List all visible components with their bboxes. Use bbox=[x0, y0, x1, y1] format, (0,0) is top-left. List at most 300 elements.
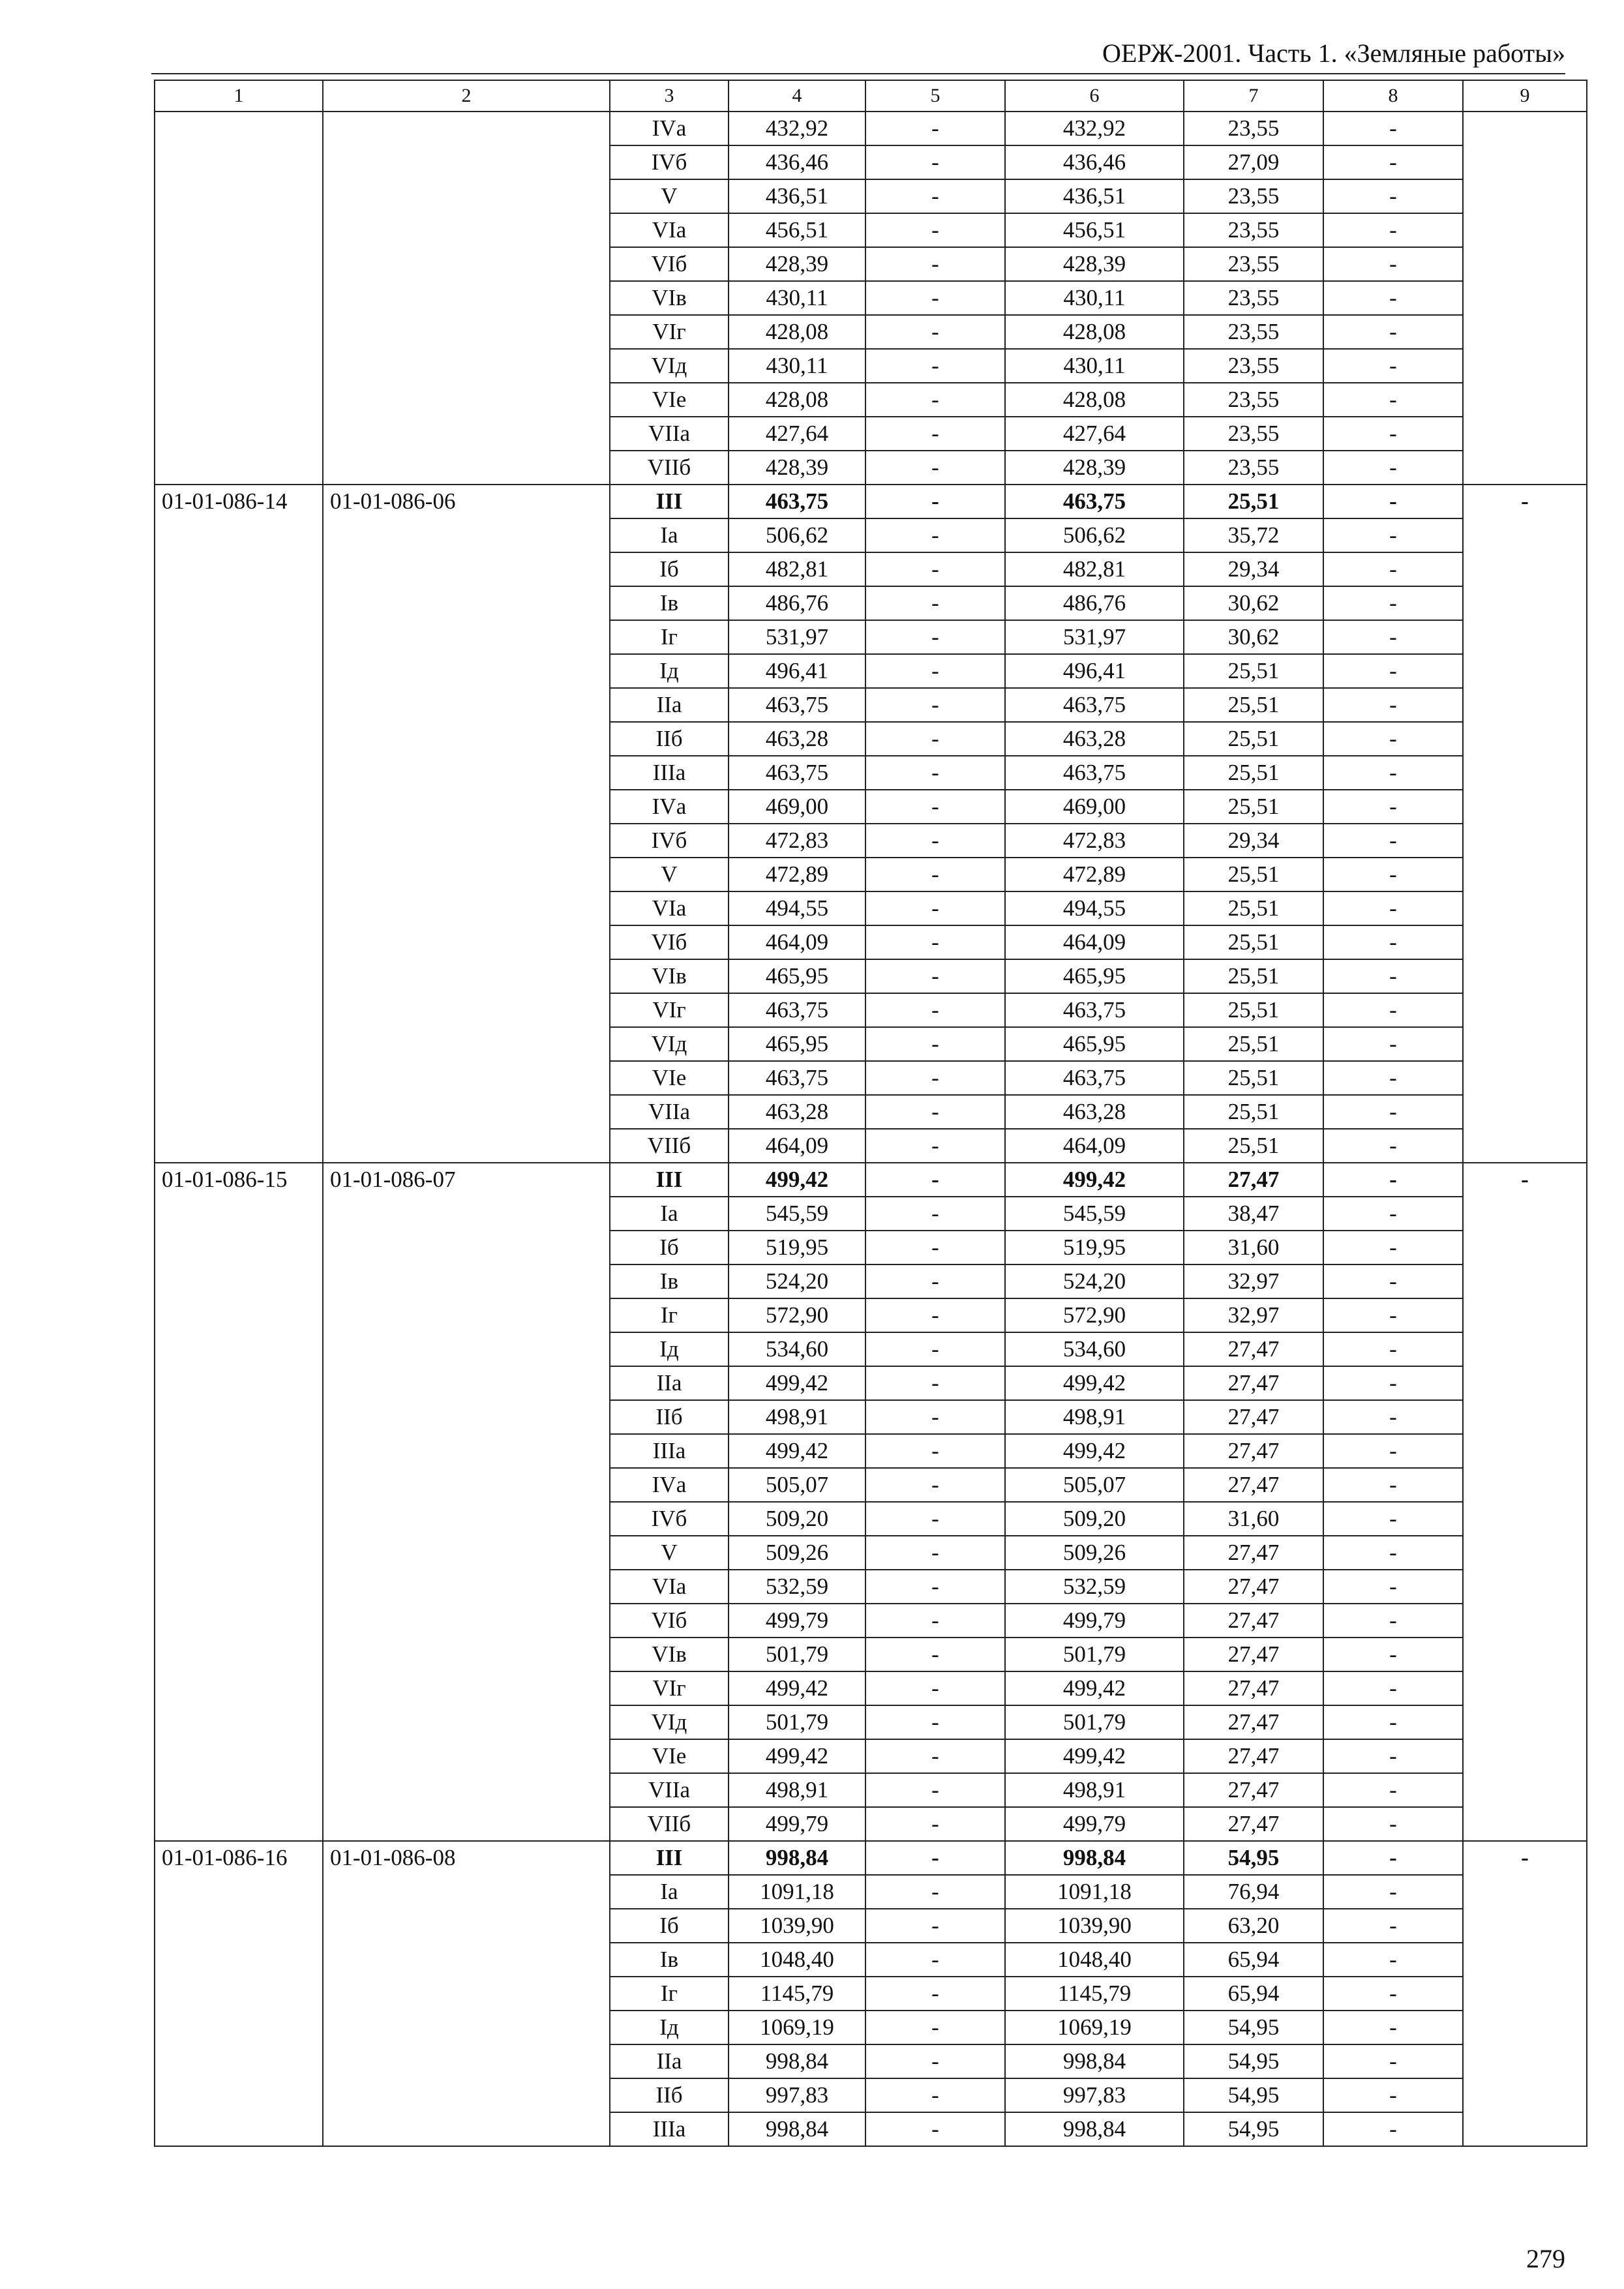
wage-cost-cell: 509,26 bbox=[1005, 1536, 1184, 1570]
direct-cost-cell: 531,97 bbox=[729, 620, 865, 654]
soil-group-cell: IIIа bbox=[610, 2112, 729, 2146]
material-cost-cell: - bbox=[1323, 112, 1463, 145]
direct-cost-cell: 464,09 bbox=[729, 925, 865, 959]
column-9-cell: - bbox=[1463, 485, 1587, 1163]
material-cost-cell: - bbox=[1323, 620, 1463, 654]
labor-cost-cell: 23,55 bbox=[1184, 315, 1323, 349]
soil-group-cell: VIг bbox=[610, 1671, 729, 1705]
machine-cost-cell: - bbox=[865, 281, 1005, 315]
labor-cost-cell: 29,34 bbox=[1184, 552, 1323, 586]
direct-cost-cell: 505,07 bbox=[729, 1468, 865, 1502]
direct-cost-cell: 501,79 bbox=[729, 1705, 865, 1739]
labor-cost-cell: 32,97 bbox=[1184, 1264, 1323, 1298]
table-row bbox=[155, 1163, 1587, 1197]
material-cost-cell: - bbox=[1323, 2112, 1463, 2146]
direct-cost-cell: 436,46 bbox=[729, 145, 865, 179]
labor-cost-cell: 25,51 bbox=[1184, 722, 1323, 756]
labor-cost-cell: 27,47 bbox=[1184, 1671, 1323, 1705]
machine-cost-cell: - bbox=[865, 925, 1005, 959]
soil-group-cell: Iд bbox=[610, 2011, 729, 2044]
wage-cost-cell: 997,83 bbox=[1005, 2078, 1184, 2112]
material-cost-cell: - bbox=[1323, 451, 1463, 485]
wage-cost-cell: 463,75 bbox=[1005, 756, 1184, 790]
soil-group-cell: VIе bbox=[610, 383, 729, 417]
material-cost-cell: - bbox=[1323, 993, 1463, 1027]
material-cost-cell: - bbox=[1323, 247, 1463, 281]
machine-cost-cell: - bbox=[865, 1671, 1005, 1705]
soil-group-cell: VIIа bbox=[610, 1773, 729, 1807]
soil-group-cell: VIа bbox=[610, 213, 729, 247]
machine-cost-cell: - bbox=[865, 213, 1005, 247]
material-cost-cell: - bbox=[1323, 485, 1463, 518]
material-cost-cell: - bbox=[1323, 349, 1463, 383]
soil-group-cell: Iв bbox=[610, 586, 729, 620]
soil-group-cell: IIб bbox=[610, 722, 729, 756]
wage-cost-cell: 498,91 bbox=[1005, 1773, 1184, 1807]
labor-cost-cell: 27,47 bbox=[1184, 1468, 1323, 1502]
soil-group-cell: Iа bbox=[610, 518, 729, 552]
labor-cost-cell: 25,51 bbox=[1184, 654, 1323, 688]
direct-cost-cell: 428,08 bbox=[729, 315, 865, 349]
direct-cost-cell: 509,20 bbox=[729, 1502, 865, 1536]
labor-cost-cell: 25,51 bbox=[1184, 485, 1323, 518]
material-cost-cell: - bbox=[1323, 383, 1463, 417]
soil-group-cell: IIб bbox=[610, 1400, 729, 1434]
header-rule bbox=[151, 73, 1565, 74]
wage-cost-cell: 499,79 bbox=[1005, 1604, 1184, 1638]
labor-cost-cell: 23,55 bbox=[1184, 349, 1323, 383]
labor-cost-cell: 31,60 bbox=[1184, 1231, 1323, 1264]
direct-cost-cell: 997,83 bbox=[729, 2078, 865, 2112]
soil-group-cell: Iд bbox=[610, 1332, 729, 1366]
machine-cost-cell: - bbox=[865, 1502, 1005, 1536]
labor-cost-cell: 27,47 bbox=[1184, 1604, 1323, 1638]
labor-cost-cell: 31,60 bbox=[1184, 1502, 1323, 1536]
machine-cost-cell: - bbox=[865, 1400, 1005, 1434]
labor-cost-cell: 27,47 bbox=[1184, 1638, 1323, 1671]
wage-cost-cell: 499,42 bbox=[1005, 1163, 1184, 1197]
soil-group-cell: IVа bbox=[610, 790, 729, 824]
machine-cost-cell: - bbox=[865, 1231, 1005, 1264]
machine-cost-cell: - bbox=[865, 518, 1005, 552]
soil-group-cell: IVб bbox=[610, 1502, 729, 1536]
wage-cost-cell: 464,09 bbox=[1005, 925, 1184, 959]
machine-cost-cell: - bbox=[865, 1773, 1005, 1807]
direct-cost-cell: 1091,18 bbox=[729, 1875, 865, 1909]
material-cost-cell: - bbox=[1323, 145, 1463, 179]
soil-group-cell: Iг bbox=[610, 620, 729, 654]
machine-cost-cell: - bbox=[865, 2011, 1005, 2044]
wage-cost-cell: 531,97 bbox=[1005, 620, 1184, 654]
machine-cost-cell: - bbox=[865, 315, 1005, 349]
material-cost-cell: - bbox=[1323, 959, 1463, 993]
material-cost-cell: - bbox=[1323, 1536, 1463, 1570]
labor-cost-cell: 27,47 bbox=[1184, 1773, 1323, 1807]
wage-cost-cell: 465,95 bbox=[1005, 959, 1184, 993]
wage-cost-cell: 456,51 bbox=[1005, 213, 1184, 247]
machine-cost-cell: - bbox=[865, 1332, 1005, 1366]
labor-cost-cell: 23,55 bbox=[1184, 383, 1323, 417]
direct-cost-cell: 499,79 bbox=[729, 1604, 865, 1638]
machine-cost-cell: - bbox=[865, 1163, 1005, 1197]
material-cost-cell: - bbox=[1323, 1163, 1463, 1197]
labor-cost-cell: 25,51 bbox=[1184, 993, 1323, 1027]
material-cost-cell: - bbox=[1323, 1264, 1463, 1298]
soil-group-cell: IVб bbox=[610, 145, 729, 179]
labor-cost-cell: 38,47 bbox=[1184, 1197, 1323, 1231]
material-cost-cell: - bbox=[1323, 756, 1463, 790]
labor-cost-cell: 25,51 bbox=[1184, 1027, 1323, 1061]
direct-cost-cell: 499,79 bbox=[729, 1807, 865, 1841]
direct-cost-cell: 472,89 bbox=[729, 858, 865, 891]
material-cost-cell: - bbox=[1323, 281, 1463, 315]
wage-cost-cell: 1091,18 bbox=[1005, 1875, 1184, 1909]
soil-group-cell: IIб bbox=[610, 2078, 729, 2112]
direct-cost-cell: 430,11 bbox=[729, 349, 865, 383]
labor-cost-cell: 27,47 bbox=[1184, 1332, 1323, 1366]
machine-cost-cell: - bbox=[865, 2112, 1005, 2146]
material-cost-cell: - bbox=[1323, 654, 1463, 688]
wage-cost-cell: 430,11 bbox=[1005, 281, 1184, 315]
direct-cost-cell: 464,09 bbox=[729, 1129, 865, 1163]
column-number-cell: 6 bbox=[1005, 80, 1184, 112]
labor-cost-cell: 25,51 bbox=[1184, 688, 1323, 722]
material-cost-cell: - bbox=[1323, 213, 1463, 247]
direct-cost-cell: 463,75 bbox=[729, 993, 865, 1027]
machine-cost-cell: - bbox=[865, 417, 1005, 451]
material-cost-cell: - bbox=[1323, 1739, 1463, 1773]
labor-cost-cell: 54,95 bbox=[1184, 2112, 1323, 2146]
material-cost-cell: - bbox=[1323, 858, 1463, 891]
soil-group-cell: VIб bbox=[610, 925, 729, 959]
machine-cost-cell: - bbox=[865, 179, 1005, 213]
wage-cost-cell: 998,84 bbox=[1005, 2112, 1184, 2146]
wage-cost-cell: 532,59 bbox=[1005, 1570, 1184, 1604]
direct-cost-cell: 499,42 bbox=[729, 1366, 865, 1400]
wage-cost-cell: 499,42 bbox=[1005, 1434, 1184, 1468]
soil-group-cell: VIе bbox=[610, 1739, 729, 1773]
wage-cost-cell: 499,42 bbox=[1005, 1671, 1184, 1705]
machine-cost-cell: - bbox=[865, 145, 1005, 179]
soil-group-cell: VIIб bbox=[610, 1129, 729, 1163]
reference-code-cell: 01-01-086-07 bbox=[323, 1163, 610, 1841]
wage-cost-cell: 463,75 bbox=[1005, 485, 1184, 518]
machine-cost-cell: - bbox=[865, 756, 1005, 790]
soil-group-cell: VIе bbox=[610, 1061, 729, 1095]
material-cost-cell: - bbox=[1323, 179, 1463, 213]
labor-cost-cell: 27,47 bbox=[1184, 1536, 1323, 1570]
price-table bbox=[154, 80, 1587, 2147]
direct-cost-cell: 998,84 bbox=[729, 2112, 865, 2146]
wage-cost-cell: 572,90 bbox=[1005, 1298, 1184, 1332]
wage-cost-cell: 472,89 bbox=[1005, 858, 1184, 891]
direct-cost-cell: 463,28 bbox=[729, 1095, 865, 1129]
soil-group-cell: Iв bbox=[610, 1943, 729, 1977]
soil-group-cell: Iб bbox=[610, 1909, 729, 1943]
direct-cost-cell: 456,51 bbox=[729, 213, 865, 247]
page-header-title: ОЕРЖ-2001. Часть 1. «Земляные работы» bbox=[1102, 38, 1565, 68]
soil-group-cell: VIд bbox=[610, 1705, 729, 1739]
material-cost-cell: - bbox=[1323, 1061, 1463, 1095]
reference-code-cell bbox=[323, 112, 610, 485]
material-cost-cell: - bbox=[1323, 2011, 1463, 2044]
column-number-cell: 9 bbox=[1463, 80, 1587, 112]
soil-group-cell: VIв bbox=[610, 281, 729, 315]
machine-cost-cell: - bbox=[865, 1807, 1005, 1841]
wage-cost-cell: 545,59 bbox=[1005, 1197, 1184, 1231]
direct-cost-cell: 498,91 bbox=[729, 1773, 865, 1807]
soil-group-cell: VIв bbox=[610, 959, 729, 993]
labor-cost-cell: 54,95 bbox=[1184, 1841, 1323, 1875]
machine-cost-cell: - bbox=[865, 858, 1005, 891]
direct-cost-cell: 509,26 bbox=[729, 1536, 865, 1570]
soil-group-cell: Iг bbox=[610, 1298, 729, 1332]
direct-cost-cell: 472,83 bbox=[729, 824, 865, 858]
wage-cost-cell: 496,41 bbox=[1005, 654, 1184, 688]
direct-cost-cell: 482,81 bbox=[729, 552, 865, 586]
machine-cost-cell: - bbox=[865, 1604, 1005, 1638]
material-cost-cell: - bbox=[1323, 1841, 1463, 1875]
soil-group-cell: Iа bbox=[610, 1197, 729, 1231]
labor-cost-cell: 27,09 bbox=[1184, 145, 1323, 179]
labor-cost-cell: 63,20 bbox=[1184, 1909, 1323, 1943]
direct-cost-cell: 469,00 bbox=[729, 790, 865, 824]
machine-cost-cell: - bbox=[865, 1129, 1005, 1163]
wage-cost-cell: 486,76 bbox=[1005, 586, 1184, 620]
machine-cost-cell: - bbox=[865, 383, 1005, 417]
direct-cost-cell: 428,39 bbox=[729, 247, 865, 281]
page-number: 279 bbox=[1526, 2244, 1565, 2273]
soil-group-cell: Iа bbox=[610, 1875, 729, 1909]
machine-cost-cell: - bbox=[865, 824, 1005, 858]
wage-cost-cell: 427,64 bbox=[1005, 417, 1184, 451]
direct-cost-cell: 463,75 bbox=[729, 756, 865, 790]
soil-group-cell: VIб bbox=[610, 1604, 729, 1638]
machine-cost-cell: - bbox=[865, 586, 1005, 620]
material-cost-cell: - bbox=[1323, 1875, 1463, 1909]
direct-cost-cell: 501,79 bbox=[729, 1638, 865, 1671]
wage-cost-cell: 428,39 bbox=[1005, 451, 1184, 485]
soil-group-cell: VIд bbox=[610, 349, 729, 383]
material-cost-cell: - bbox=[1323, 824, 1463, 858]
machine-cost-cell: - bbox=[865, 891, 1005, 925]
material-cost-cell: - bbox=[1323, 1604, 1463, 1638]
soil-group-cell: VIIа bbox=[610, 417, 729, 451]
wage-cost-cell: 998,84 bbox=[1005, 2044, 1184, 2078]
table-body bbox=[155, 80, 1587, 2146]
direct-cost-cell: 498,91 bbox=[729, 1400, 865, 1434]
labor-cost-cell: 27,47 bbox=[1184, 1807, 1323, 1841]
direct-cost-cell: 519,95 bbox=[729, 1231, 865, 1264]
direct-cost-cell: 463,75 bbox=[729, 688, 865, 722]
material-cost-cell: - bbox=[1323, 1434, 1463, 1468]
labor-cost-cell: 23,55 bbox=[1184, 179, 1323, 213]
direct-cost-cell: 1069,19 bbox=[729, 2011, 865, 2044]
direct-cost-cell: 1048,40 bbox=[729, 1943, 865, 1977]
soil-group-cell: Iб bbox=[610, 552, 729, 586]
material-cost-cell: - bbox=[1323, 1197, 1463, 1231]
machine-cost-cell: - bbox=[865, 1909, 1005, 1943]
direct-cost-cell: 465,95 bbox=[729, 959, 865, 993]
norm-code-cell: 01-01-086-15 bbox=[155, 1163, 323, 1841]
machine-cost-cell: - bbox=[865, 688, 1005, 722]
machine-cost-cell: - bbox=[865, 1095, 1005, 1129]
machine-cost-cell: - bbox=[865, 1027, 1005, 1061]
direct-cost-cell: 436,51 bbox=[729, 179, 865, 213]
machine-cost-cell: - bbox=[865, 1977, 1005, 2011]
material-cost-cell: - bbox=[1323, 1570, 1463, 1604]
soil-group-cell: V bbox=[610, 179, 729, 213]
direct-cost-cell: 463,75 bbox=[729, 485, 865, 518]
wage-cost-cell: 1145,79 bbox=[1005, 1977, 1184, 2011]
wage-cost-cell: 469,00 bbox=[1005, 790, 1184, 824]
wage-cost-cell: 463,28 bbox=[1005, 722, 1184, 756]
soil-group-cell: IIIа bbox=[610, 1434, 729, 1468]
reference-code-cell: 01-01-086-06 bbox=[323, 485, 610, 1163]
labor-cost-cell: 27,47 bbox=[1184, 1434, 1323, 1468]
column-number-cell: 7 bbox=[1184, 80, 1323, 112]
reference-code-cell: 01-01-086-08 bbox=[323, 1841, 610, 2146]
labor-cost-cell: 23,55 bbox=[1184, 417, 1323, 451]
machine-cost-cell: - bbox=[865, 485, 1005, 518]
wage-cost-cell: 428,08 bbox=[1005, 383, 1184, 417]
material-cost-cell: - bbox=[1323, 1468, 1463, 1502]
machine-cost-cell: - bbox=[865, 1468, 1005, 1502]
material-cost-cell: - bbox=[1323, 1400, 1463, 1434]
machine-cost-cell: - bbox=[865, 1705, 1005, 1739]
direct-cost-cell: 524,20 bbox=[729, 1264, 865, 1298]
material-cost-cell: - bbox=[1323, 925, 1463, 959]
direct-cost-cell: 463,75 bbox=[729, 1061, 865, 1095]
machine-cost-cell: - bbox=[865, 1536, 1005, 1570]
material-cost-cell: - bbox=[1323, 1095, 1463, 1129]
wage-cost-cell: 524,20 bbox=[1005, 1264, 1184, 1298]
column-9-cell bbox=[1463, 112, 1587, 485]
labor-cost-cell: 27,47 bbox=[1184, 1366, 1323, 1400]
wage-cost-cell: 1048,40 bbox=[1005, 1943, 1184, 1977]
soil-group-cell: IIIа bbox=[610, 756, 729, 790]
material-cost-cell: - bbox=[1323, 2078, 1463, 2112]
soil-group-cell: Iб bbox=[610, 1231, 729, 1264]
wage-cost-cell: 506,62 bbox=[1005, 518, 1184, 552]
labor-cost-cell: 27,47 bbox=[1184, 1705, 1323, 1739]
labor-cost-cell: 27,47 bbox=[1184, 1400, 1323, 1434]
direct-cost-cell: 1039,90 bbox=[729, 1909, 865, 1943]
wage-cost-cell: 534,60 bbox=[1005, 1332, 1184, 1366]
material-cost-cell: - bbox=[1323, 688, 1463, 722]
wage-cost-cell: 509,20 bbox=[1005, 1502, 1184, 1536]
direct-cost-cell: 998,84 bbox=[729, 2044, 865, 2078]
labor-cost-cell: 65,94 bbox=[1184, 1943, 1323, 1977]
soil-group-cell: V bbox=[610, 1536, 729, 1570]
soil-group-cell: Iд bbox=[610, 654, 729, 688]
material-cost-cell: - bbox=[1323, 1332, 1463, 1366]
labor-cost-cell: 23,55 bbox=[1184, 112, 1323, 145]
machine-cost-cell: - bbox=[865, 620, 1005, 654]
direct-cost-cell: 499,42 bbox=[729, 1739, 865, 1773]
machine-cost-cell: - bbox=[865, 1061, 1005, 1095]
labor-cost-cell: 23,55 bbox=[1184, 451, 1323, 485]
wage-cost-cell: 432,92 bbox=[1005, 112, 1184, 145]
material-cost-cell: - bbox=[1323, 1231, 1463, 1264]
labor-cost-cell: 30,62 bbox=[1184, 620, 1323, 654]
material-cost-cell: - bbox=[1323, 1298, 1463, 1332]
machine-cost-cell: - bbox=[865, 722, 1005, 756]
column-number-cell: 8 bbox=[1323, 80, 1463, 112]
labor-cost-cell: 25,51 bbox=[1184, 959, 1323, 993]
wage-cost-cell: 498,91 bbox=[1005, 1400, 1184, 1434]
direct-cost-cell: 428,39 bbox=[729, 451, 865, 485]
labor-cost-cell: 25,51 bbox=[1184, 925, 1323, 959]
wage-cost-cell: 482,81 bbox=[1005, 552, 1184, 586]
labor-cost-cell: 30,62 bbox=[1184, 586, 1323, 620]
soil-group-cell: IVа bbox=[610, 112, 729, 145]
material-cost-cell: - bbox=[1323, 1638, 1463, 1671]
soil-group-cell: VIд bbox=[610, 1027, 729, 1061]
machine-cost-cell: - bbox=[865, 654, 1005, 688]
direct-cost-cell: 1145,79 bbox=[729, 1977, 865, 2011]
material-cost-cell: - bbox=[1323, 1977, 1463, 2011]
soil-group-cell: III bbox=[610, 485, 729, 518]
labor-cost-cell: 25,51 bbox=[1184, 1061, 1323, 1095]
wage-cost-cell: 463,75 bbox=[1005, 993, 1184, 1027]
direct-cost-cell: 499,42 bbox=[729, 1434, 865, 1468]
machine-cost-cell: - bbox=[865, 1570, 1005, 1604]
labor-cost-cell: 25,51 bbox=[1184, 858, 1323, 891]
soil-group-cell: VIб bbox=[610, 247, 729, 281]
soil-group-cell: IIа bbox=[610, 1366, 729, 1400]
wage-cost-cell: 463,75 bbox=[1005, 688, 1184, 722]
wage-cost-cell: 501,79 bbox=[1005, 1638, 1184, 1671]
machine-cost-cell: - bbox=[865, 1943, 1005, 1977]
material-cost-cell: - bbox=[1323, 1943, 1463, 1977]
labor-cost-cell: 54,95 bbox=[1184, 2011, 1323, 2044]
soil-group-cell: IVб bbox=[610, 824, 729, 858]
soil-group-cell: VIв bbox=[610, 1638, 729, 1671]
direct-cost-cell: 545,59 bbox=[729, 1197, 865, 1231]
soil-group-cell: IIа bbox=[610, 688, 729, 722]
column-9-cell: - bbox=[1463, 1163, 1587, 1841]
machine-cost-cell: - bbox=[865, 1197, 1005, 1231]
material-cost-cell: - bbox=[1323, 1773, 1463, 1807]
table-row bbox=[155, 1841, 1587, 1875]
direct-cost-cell: 534,60 bbox=[729, 1332, 865, 1366]
labor-cost-cell: 35,72 bbox=[1184, 518, 1323, 552]
labor-cost-cell: 25,51 bbox=[1184, 790, 1323, 824]
machine-cost-cell: - bbox=[865, 1434, 1005, 1468]
direct-cost-cell: 506,62 bbox=[729, 518, 865, 552]
machine-cost-cell: - bbox=[865, 1298, 1005, 1332]
material-cost-cell: - bbox=[1323, 891, 1463, 925]
labor-cost-cell: 25,51 bbox=[1184, 891, 1323, 925]
material-cost-cell: - bbox=[1323, 586, 1463, 620]
labor-cost-cell: 65,94 bbox=[1184, 1977, 1323, 2011]
wage-cost-cell: 1039,90 bbox=[1005, 1909, 1184, 1943]
wage-cost-cell: 472,83 bbox=[1005, 824, 1184, 858]
material-cost-cell: - bbox=[1323, 1807, 1463, 1841]
column-number-cell: 2 bbox=[323, 80, 610, 112]
material-cost-cell: - bbox=[1323, 1909, 1463, 1943]
direct-cost-cell: 465,95 bbox=[729, 1027, 865, 1061]
machine-cost-cell: - bbox=[865, 2078, 1005, 2112]
direct-cost-cell: 499,42 bbox=[729, 1671, 865, 1705]
soil-group-cell: IVа bbox=[610, 1468, 729, 1502]
wage-cost-cell: 499,79 bbox=[1005, 1807, 1184, 1841]
direct-cost-cell: 486,76 bbox=[729, 586, 865, 620]
labor-cost-cell: 25,51 bbox=[1184, 1095, 1323, 1129]
material-cost-cell: - bbox=[1323, 2044, 1463, 2078]
soil-group-cell: VIIб bbox=[610, 1807, 729, 1841]
